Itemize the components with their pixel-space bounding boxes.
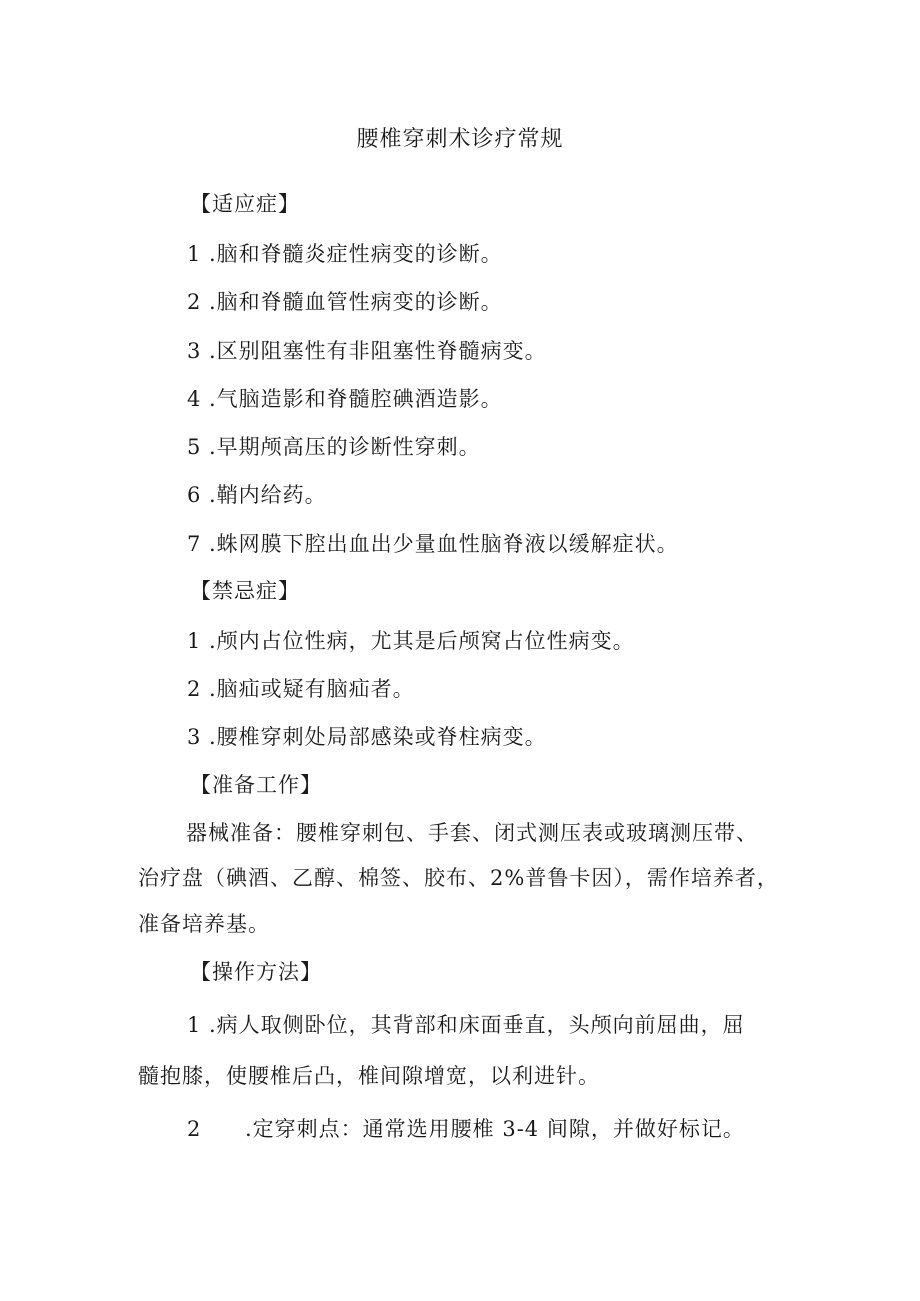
list-item-text: .病人取侧卧位，其背部和床面垂直，头颅向前屈曲，屈 xyxy=(209,1013,745,1037)
list-item xyxy=(187,385,503,413)
section-heading-preparation: 【准备工作】 xyxy=(190,773,322,797)
list-item-text: .蛛网膜下腔出血出少量血性脑脊液以缓解症状。 xyxy=(209,532,679,556)
list-item xyxy=(187,675,415,703)
list-item-text: .脑疝或疑有脑疝者。 xyxy=(209,677,415,701)
list-item-text: .区别阻塞性有非阻塞性脊髓病变。 xyxy=(209,339,547,363)
list-item-number: 1 xyxy=(187,629,202,653)
list-item xyxy=(187,337,547,365)
list-item xyxy=(187,240,503,268)
list-item-text: .定穿刺点：通常选用腰椎 3-4 间隙，并做好标记。 xyxy=(245,1117,745,1141)
section-heading-procedure: 【操作方法】 xyxy=(190,960,322,984)
list-item xyxy=(187,1115,745,1143)
list-item xyxy=(187,288,503,316)
page-title: 腰椎穿刺术诊疗常规 xyxy=(356,127,564,152)
list-item-number: 1 xyxy=(187,1013,202,1037)
list-item-text: .气脑造影和脊髓腔碘酒造影。 xyxy=(209,387,503,411)
list-item-number: 4 xyxy=(187,387,202,411)
list-item xyxy=(187,723,547,751)
list-item-number: 2 xyxy=(187,677,202,701)
list-item-text: .脑和脊髓炎症性病变的诊断。 xyxy=(209,242,503,266)
section-heading-indications: 【适应症】 xyxy=(190,192,300,216)
list-item-text: .颅内占位性病，尤其是后颅窝占位性病变。 xyxy=(209,629,635,653)
list-item xyxy=(187,481,327,509)
list-item-number: 2 xyxy=(187,290,202,314)
list-item-number: 3 xyxy=(187,725,202,749)
list-item xyxy=(187,530,679,558)
list-item-text: .早期颅高压的诊断性穿刺。 xyxy=(209,435,481,459)
paragraph-line: 治疗盘（碘酒、乙醇、棉签、胶布、2%普鲁卡因），需作培养者， xyxy=(138,866,779,890)
list-item-number: 1 xyxy=(187,242,202,266)
list-item-number: 7 xyxy=(187,532,202,556)
list-item xyxy=(187,627,635,655)
paragraph-line: 准备培养基。 xyxy=(138,912,270,936)
list-item-number: 3 xyxy=(187,339,202,363)
list-item-number: 5 xyxy=(187,435,202,459)
list-item xyxy=(187,433,481,461)
paragraph-line: 髓抱膝，使腰椎后凸，椎间隙增宽，以利进针。 xyxy=(138,1064,600,1088)
list-item-text: .腰椎穿刺处局部感染或脊柱病变。 xyxy=(209,725,547,749)
list-item-number: 2 xyxy=(187,1117,202,1141)
paragraph-line: 器械准备：腰椎穿刺包、手套、闭式测压表或玻璃测压带、 xyxy=(186,821,758,845)
section-heading-contraindications: 【禁忌症】 xyxy=(190,579,300,603)
list-item xyxy=(187,1011,745,1039)
list-item-text: .脑和脊髓血管性病变的诊断。 xyxy=(209,290,503,314)
list-item-text: .鞘内给药。 xyxy=(209,483,327,507)
list-item-number: 6 xyxy=(187,483,202,507)
